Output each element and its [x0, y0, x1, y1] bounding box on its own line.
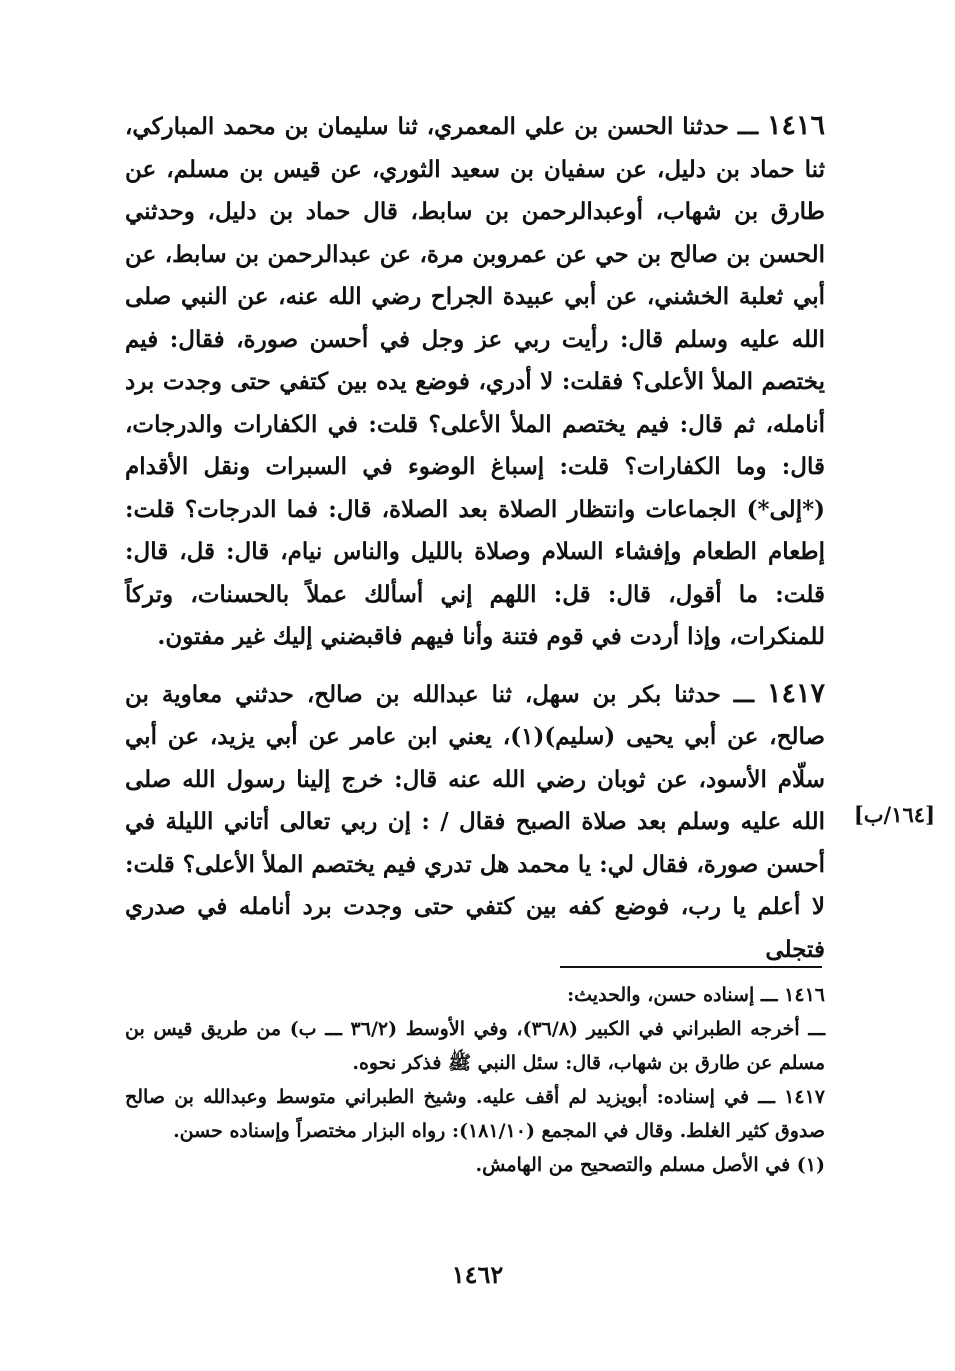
- hadith-number: ١٤١٧: [767, 677, 826, 709]
- hadith-1417: [125, 673, 825, 972]
- footnote-1416-takhrij: ـــ أخرجه الطبراني في الكبير (٣٦/٨)، وفي الأوسط (٣٦/٢ ـــ ب) من طريق قيس بن مسلم عن طارق بن شهاب، قال: سئل النبي ﷺ فذكر نحوه.: [125, 1018, 826, 1074]
- hadith-dash: ـــ: [720, 680, 767, 708]
- main-text: [125, 105, 825, 985]
- footnote-1: (١) في الأصل مسلم والتصحيح من الهامش.: [475, 1154, 825, 1176]
- hadith-number: ١٤١٦: [766, 110, 825, 141]
- footnote-1417: ١٤١٧ ـــ في إسناده: أبويزيد لم أقف عليه. وشيخ الطبراني متوسط وعبدالله بن صالح صدوق كثير الغلط. وقال في المجمع (١٨١/١٠): رواه البزار مختصراً وإسناده حسن.: [125, 1086, 825, 1142]
- hadith-text: حدثنا الحسن بن علي المعمري، ثنا سليمان بن محمد المباركي، ثنا حماد بن دليل، عن سفيان بن سعيد الثوري، عن قيس بن مسلم، عن طارق بن شهاب، أوعبدالرحمن بن سابط، قال حماد بن دليل، وحدثني الحسن بن صالح بن حي عن عمروبن مرة، عن عبدالرحمن بن سابط، عن أبي ثعلبة الخشني، عن أبي عبيدة الجراح رضي الله عنه، عن النبي صلى الله عليه وسلم قال: رأيت ربي عز وجل في أحسن صورة، فقال: فيم يختصم الملأ الأعلى؟ فقلت: لا أدري، فوضع يده بين كتفي حتى وجدت برد أنامله، ثم قال: فيم يختصم الملأ الأعلى؟ قلت: في الكفارات والدرجات، قال: وما الكفارات؟ قلت: إسباغ الوضوء في السبرات ونقل الأقدام (*إلى*) الجماعات وانتظار الصلاة بعد الصلاة، قال: فما الدرجات؟ قلت: إطعام الطعام وإفشاء السلام وصلاة بالليل والناس نيام، قال: قل، قال: قلت: ما أقول، قال: قل: اللهم إني أسألك عملاً بالحسنات، وتركاً للمنكرات، وإذا أردت في قوم فتنة وأنا فيهم فاقبضني إليك غير مفتون.: [125, 113, 825, 650]
- footnote-1416-heading: ١٤١٦ ـــ إسناده حسن، والحديث:: [567, 984, 825, 1006]
- hadith-text: حدثنا بكر بن سهل، ثنا عبدالله بن صالح، حدثني معاوية بن صالح، عن أبي يحيى (سليم)(١)، يعني ابن عامر عن أبي يزيد، عن أبي سلّام الأسود، عن ثوبان رضي الله عنه قال: خرج إلينا رسول الله صلى الله عليه وسلم بعد صلاة الصبح فقال / : إن ربي تعالى أتاني الليلة في أحسن صورة، فقال لي: يا محمد هل تدري فيم يختصم الملأ الأعلى؟ قلت: لا أعلم يا رب، فوضع كفه بين كتفي حتى وجدت برد أنامله في صدري فتجلى: [125, 680, 826, 963]
- footnotes: [125, 978, 825, 1182]
- hadith-dash: ـــ: [728, 113, 767, 140]
- footnote-separator: [560, 966, 822, 968]
- hadith-1416: [125, 105, 825, 659]
- manuscript-folio-marker: [١٦٤/ب]: [853, 802, 935, 827]
- page-number: ١٤٦٢: [451, 1260, 504, 1289]
